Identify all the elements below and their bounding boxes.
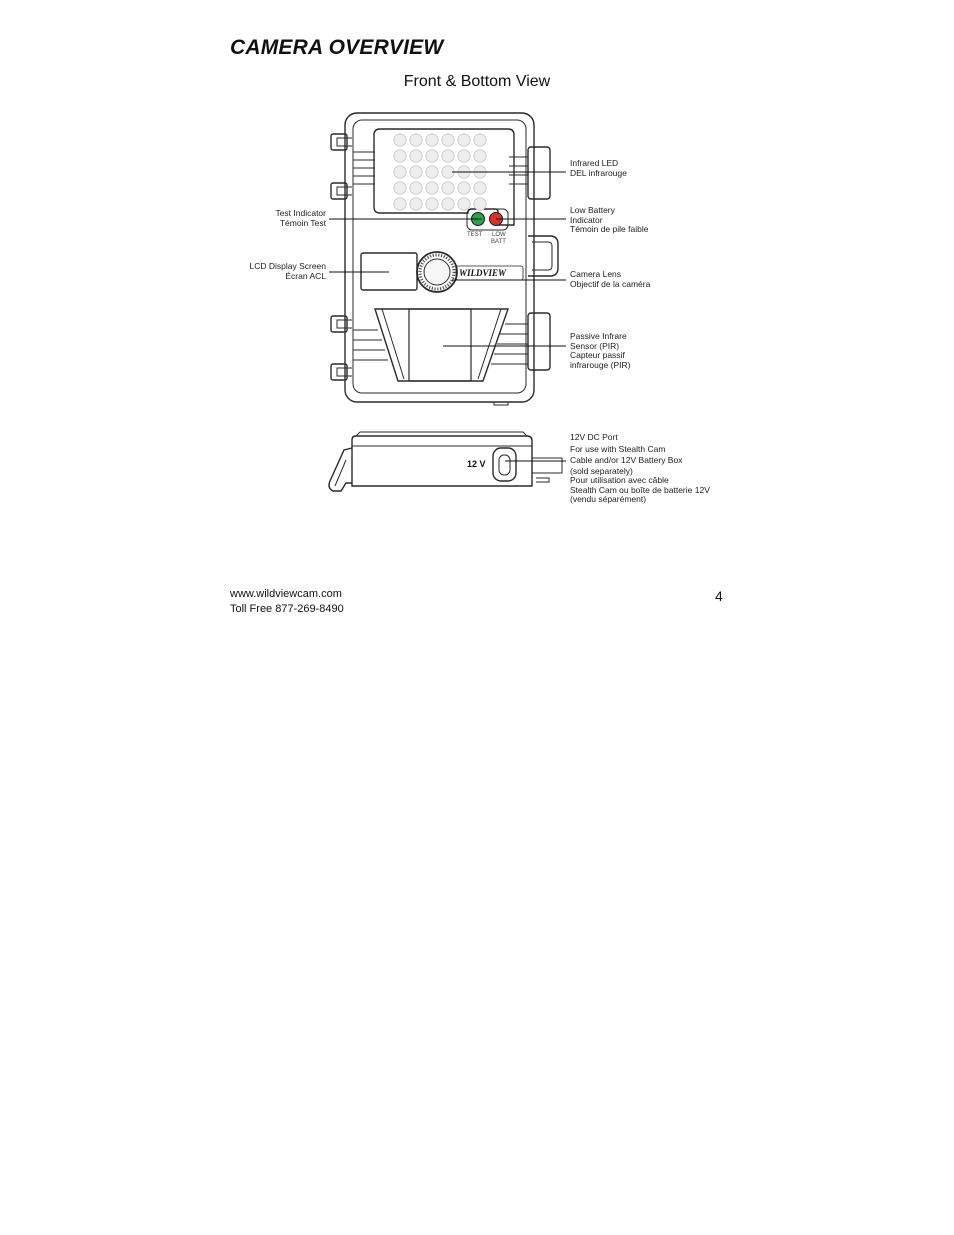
left-hinge-upper [331, 183, 352, 199]
low-batt-label-2: BATT [491, 239, 506, 245]
phone-number: Toll Free 877-269-8490 [230, 603, 344, 615]
ir-led [394, 198, 406, 210]
ir-led [474, 198, 486, 210]
left-grip-upper [353, 152, 375, 184]
low-batt-label-1: LOW [492, 232, 506, 238]
pir-outer [375, 309, 508, 381]
ir-led [426, 150, 438, 162]
ir-led [426, 134, 438, 146]
page-subtitle: Front & Bottom View [403, 73, 551, 90]
left-hinge-bottom [331, 364, 352, 380]
callout-test-indicator: Test Indicator Témoin Test [275, 208, 326, 228]
camera-diagram [0, 0, 954, 560]
left-hinge-lower [331, 316, 352, 332]
callout-pir-sensor: Passive Infrare Sensor (PIR) Capteur passif infrarouge (PIR) [570, 331, 631, 370]
ir-led [442, 134, 454, 146]
footer-contact [230, 587, 344, 617]
callout-infrared-led: Infrared LED DEL infrarouge [570, 158, 627, 178]
test-led-label: TEST [467, 232, 483, 238]
ir-led [394, 134, 406, 146]
dc-port-socket [499, 455, 510, 475]
ir-led [458, 182, 470, 194]
ir-led [394, 166, 406, 178]
callout-low-battery: Low Battery Indicator Témoin de pile faible [570, 205, 649, 234]
ir-led [426, 166, 438, 178]
ir-led [474, 134, 486, 146]
ir-led [442, 150, 454, 162]
ir-led [410, 150, 422, 162]
ir-led [426, 182, 438, 194]
ir-led [410, 134, 422, 146]
right-latch-top [528, 147, 550, 199]
ir-led [474, 182, 486, 194]
ir-led [442, 182, 454, 194]
ir-led [410, 182, 422, 194]
ir-led [410, 166, 422, 178]
right-grip-upper [509, 157, 528, 184]
ir-led [458, 198, 470, 210]
ir-led [458, 134, 470, 146]
ir-led [458, 150, 470, 162]
ir-led [474, 150, 486, 162]
ir-led [442, 198, 454, 210]
ir-led [394, 182, 406, 194]
website-link[interactable]: www.wildviewcam.com [230, 588, 342, 600]
pir-lens [409, 309, 471, 381]
port-label: 12 V [467, 459, 486, 469]
left-hinge-top [331, 134, 352, 150]
ir-led [394, 150, 406, 162]
ir-led [410, 198, 422, 210]
dc-port-housing [493, 448, 516, 481]
page-number: 4 [715, 588, 723, 604]
callout-camera-lens: Camera Lens Objectif de la caméra [570, 269, 651, 289]
brand-logo: WILDVIEW [459, 268, 507, 278]
bottom-view-latch [329, 448, 352, 491]
page-title: CAMERA OVERVIEW [230, 36, 444, 59]
callout-lcd-display: LCD Display Screen Écran ACL [249, 261, 326, 281]
callout-dc-port: 12V DC Port For use with Stealth Cam Cable and/or 12V Battery Box (sold separately) Pour utilisation avec câble Stealth Cam ou boîte de batterie 12V (vendu séparément) [570, 432, 710, 504]
right-latch-bottom [528, 313, 550, 370]
ir-led [426, 198, 438, 210]
